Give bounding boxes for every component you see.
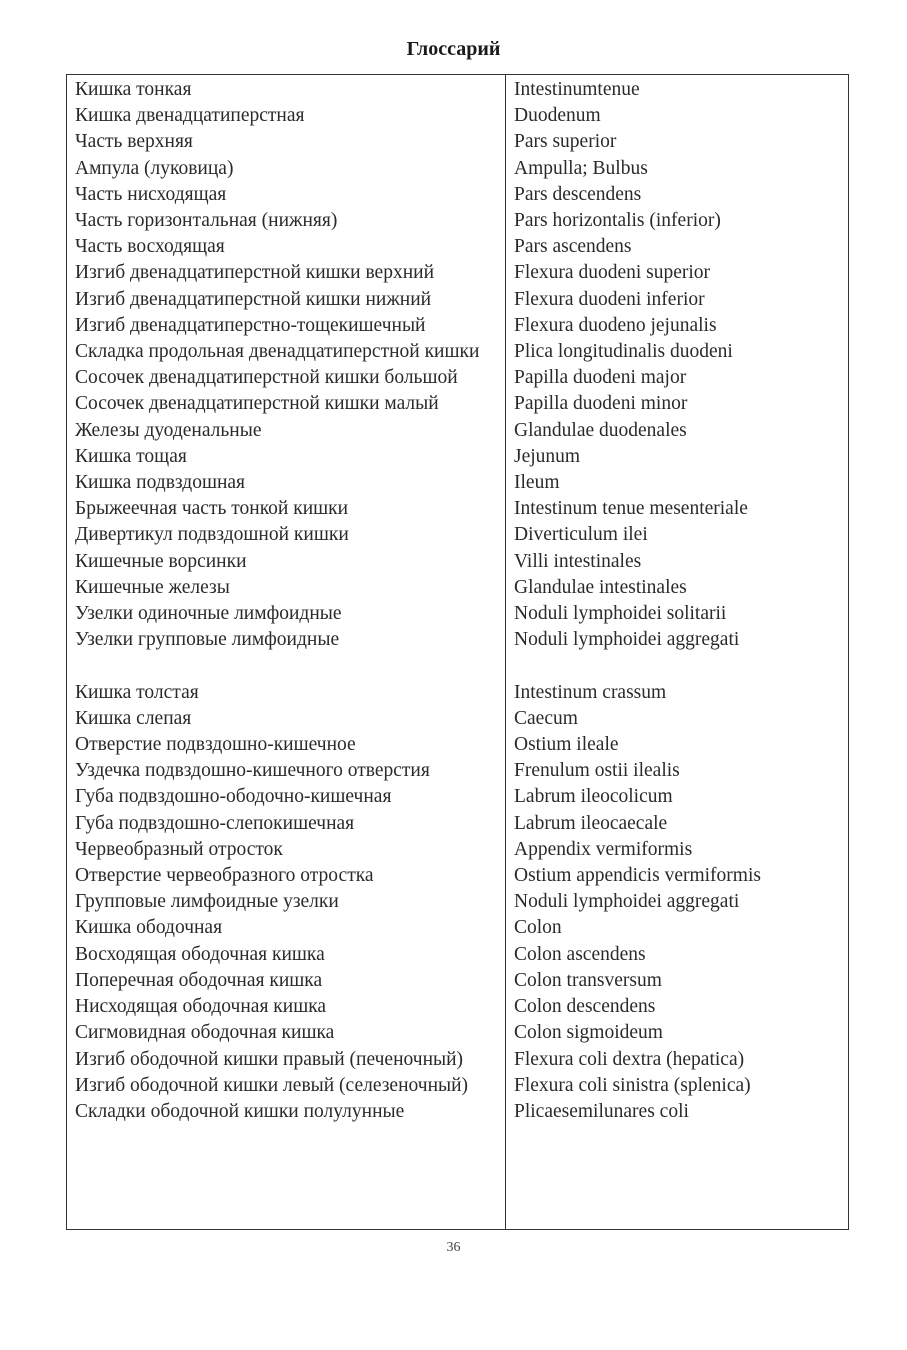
table-row — [66, 549, 849, 575]
latin-term: Flexura coli dextra (hepatica) — [514, 1048, 745, 1070]
russian-term: Изгиб двенадцатиперстной кишки верхний — [75, 262, 435, 284]
latin-term: Pars ascendens — [514, 236, 632, 258]
russian-term: Отверстие подвздошно-кишечное — [75, 734, 356, 756]
latin-term: Flexura duodeni inferior — [514, 288, 705, 310]
latin-term: Caecum — [514, 707, 578, 729]
table-row — [66, 287, 849, 313]
table-row — [66, 234, 849, 260]
russian-term: Сосочек двенадцатиперстной кишки большой — [75, 367, 458, 389]
table-row — [66, 863, 849, 889]
table-row — [66, 627, 849, 653]
russian-term: Сигмовидная ободочная кишка — [75, 1022, 335, 1044]
table-row — [66, 758, 849, 784]
latin-term: Noduli lymphoidei aggregati — [514, 629, 740, 651]
table-row — [66, 575, 849, 601]
table-row — [66, 1073, 849, 1099]
latin-term: Colon transversum — [514, 969, 662, 991]
russian-term: Кишка тощая — [75, 445, 187, 467]
table-row — [66, 77, 849, 103]
table-row — [66, 156, 849, 182]
russian-term: Изгиб ободочной кишки левый (селезеночный) — [75, 1074, 469, 1096]
russian-term: Восходящая ободочная кишка — [75, 943, 325, 965]
russian-term: Изгиб двенадцатиперстно-тощекишечный — [75, 314, 426, 336]
table-row — [66, 444, 849, 470]
table-row — [66, 522, 849, 548]
table-row — [66, 653, 849, 679]
russian-term: Групповые лимфоидные узелки — [75, 891, 339, 913]
table-row — [66, 103, 849, 129]
russian-term: Ампула (луковица) — [75, 157, 234, 179]
table-row — [66, 1020, 849, 1046]
latin-term: Papilla duodeni minor — [514, 393, 688, 415]
latin-term: Ostium appendicis vermiformis — [514, 865, 761, 887]
glossary-rows — [66, 77, 849, 1125]
latin-term: Appendix vermiformis — [514, 838, 693, 860]
latin-term: Flexura duodeno jejunalis — [514, 314, 717, 336]
table-row — [66, 129, 849, 155]
russian-term: Кишка двенадцатиперстная — [75, 105, 305, 127]
russian-term: Отверстие червеобразного отростка — [75, 865, 374, 887]
latin-term: Colon descendens — [514, 996, 656, 1018]
table-row — [66, 339, 849, 365]
latin-term: Intestinum crassum — [514, 681, 667, 703]
latin-term: Jejunum — [514, 445, 581, 467]
latin-term: Pars horizontalis (inferior) — [514, 210, 721, 232]
table-row — [66, 496, 849, 522]
latin-term: Flexura duodeni superior — [514, 262, 711, 284]
page-number: 36 — [446, 1240, 461, 1255]
russian-term: Поперечная ободочная кишка — [75, 969, 323, 991]
russian-term: Нисходящая ободочная кишка — [75, 996, 327, 1018]
table-row — [66, 182, 849, 208]
latin-term: Plica longitudinalis duodeni — [514, 341, 733, 363]
table-row — [66, 732, 849, 758]
table-row — [66, 260, 849, 286]
table-row — [66, 1047, 849, 1073]
latin-term: Glandulae intestinales — [514, 576, 687, 598]
table-row — [66, 680, 849, 706]
latin-term: Diverticulum ilei — [514, 524, 648, 546]
russian-term: Губа подвздошно-слепокишечная — [75, 812, 355, 834]
table-row — [66, 837, 849, 863]
latin-term: Villi intestinales — [514, 550, 642, 572]
table-row — [66, 942, 849, 968]
russian-term: Часть восходящая — [75, 236, 225, 258]
russian-term: Узелки групповые лимфоидные — [75, 629, 340, 651]
russian-term: Железы дуоденальные — [75, 419, 262, 441]
latin-term: Pars descendens — [514, 183, 642, 205]
table-row — [66, 365, 849, 391]
russian-term: Губа подвздошно-ободочно-кишечная — [75, 786, 392, 808]
russian-term: Кишка подвздошная — [75, 472, 246, 494]
page-title: Глоссарий — [406, 38, 501, 60]
latin-term: Papilla duodeni major — [514, 367, 687, 389]
latin-term: Noduli lymphoidei solitarii — [514, 603, 727, 625]
russian-term — [66, 653, 505, 679]
russian-term: Складка продольная двенадцатиперстной кишки — [75, 341, 480, 363]
russian-term: Кишечные ворсинки — [75, 550, 247, 572]
russian-term: Часть нисходящая — [75, 183, 227, 205]
latin-term: Intestinum tenue mesenteriale — [514, 498, 748, 520]
latin-term: Colon — [514, 917, 562, 939]
table-row — [66, 1099, 849, 1125]
latin-term: Labrum ileocaecale — [514, 812, 668, 834]
table-row — [66, 811, 849, 837]
russian-term: Изгиб двенадцатиперстной кишки нижний — [75, 288, 432, 310]
latin-term: Ampulla; Bulbus — [514, 157, 648, 179]
russian-term: Часть верхняя — [75, 131, 193, 153]
latin-term: Plicaesemilunares coli — [514, 1100, 689, 1122]
table-row — [66, 994, 849, 1020]
latin-term: Pars superior — [514, 131, 617, 153]
table-row — [66, 391, 849, 417]
latin-term: Frenulum ostii ilealis — [514, 760, 680, 782]
russian-term: Сосочек двенадцатиперстной кишки малый — [75, 393, 439, 415]
table-row — [66, 784, 849, 810]
russian-term: Изгиб ободочной кишки правый (печеночный) — [75, 1048, 464, 1070]
table-row — [66, 418, 849, 444]
latin-term: Labrum ileocolicum — [514, 786, 673, 808]
table-row — [66, 889, 849, 915]
russian-term: Кишечные железы — [75, 576, 230, 598]
russian-term: Складки ободочной кишки полулунные — [75, 1100, 405, 1122]
russian-term: Узелки одиночные лимфоидные — [75, 603, 342, 625]
russian-term: Кишка тонкая — [75, 79, 192, 100]
latin-term: Duodenum — [514, 105, 601, 127]
russian-term: Кишка толстая — [75, 681, 199, 703]
russian-term: Дивертикул подвздошной кишки — [75, 524, 349, 546]
russian-term: Уздечка подвздошно-кишечного отверстия — [75, 760, 430, 782]
latin-term: Glandulae duodenales — [514, 419, 687, 441]
latin-term: Colon sigmoideum — [514, 1022, 663, 1044]
latin-term: Intestinumtenue — [514, 79, 640, 100]
table-row — [66, 601, 849, 627]
table-row — [66, 313, 849, 339]
table-row — [66, 968, 849, 994]
latin-term — [505, 653, 514, 679]
latin-term: Flexura coli sinistra (splenica) — [514, 1074, 751, 1096]
russian-term: Брыжеечная часть тонкой кишки — [75, 498, 349, 520]
latin-term: Noduli lymphoidei aggregati — [514, 891, 740, 913]
latin-term: Ostium ileale — [514, 734, 619, 756]
table-row — [66, 208, 849, 234]
russian-term: Червеобразный отросток — [75, 838, 283, 860]
table-row — [66, 706, 849, 732]
table-row — [66, 470, 849, 496]
latin-term: Ileum — [514, 472, 560, 494]
table-row — [66, 915, 849, 941]
latin-term: Colon ascendens — [514, 943, 646, 965]
russian-term: Кишка ободочная — [75, 917, 223, 939]
russian-term: Часть горизонтальная (нижняя) — [75, 210, 338, 232]
russian-term: Кишка слепая — [75, 707, 192, 729]
